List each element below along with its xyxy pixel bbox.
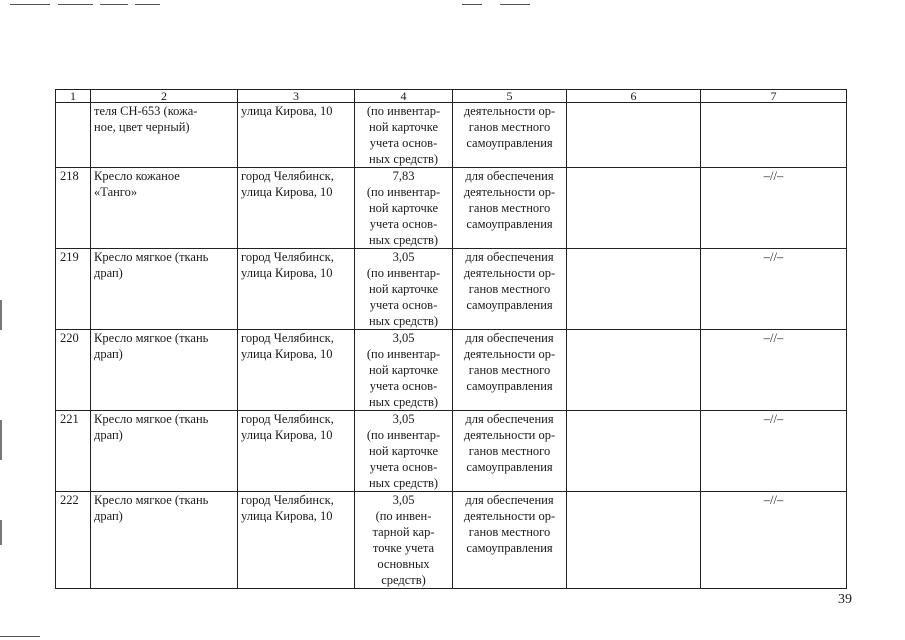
cell-text: город Челябинск, — [241, 169, 334, 183]
column-header: 3 — [238, 90, 355, 103]
cell-text: для обеспечения — [465, 493, 554, 507]
cell-text: 3,05 — [392, 493, 415, 507]
cell-text: ных средств) — [368, 314, 439, 328]
cell-text: Кресло мягкое (ткань — [94, 250, 209, 264]
column-header: 5 — [453, 90, 567, 103]
cell-purpose — [453, 492, 567, 589]
cell-purpose — [453, 330, 567, 411]
cell-name — [91, 168, 238, 249]
cell-num: 219 — [56, 249, 91, 330]
cell-name — [91, 103, 238, 168]
cell-purpose — [453, 103, 567, 168]
cell-text: 3,05 — [392, 412, 415, 426]
table-header-row — [56, 90, 847, 103]
page-number: 39 — [838, 592, 852, 607]
cell-text: деятельности ор- — [463, 509, 556, 523]
cell-text: ных средств) — [368, 395, 439, 409]
cell-value — [355, 168, 453, 249]
cell-text: самоуправления — [466, 136, 553, 150]
cell-text: тарной кар- — [372, 525, 435, 539]
cell-address — [238, 411, 355, 492]
cell-text: ганов местного — [468, 282, 551, 296]
cell-name — [91, 249, 238, 330]
cell-text: учета основ- — [369, 379, 438, 393]
column-header: 2 — [91, 90, 238, 103]
cell-num: 218 — [56, 168, 91, 249]
cell-purpose — [453, 249, 567, 330]
cell-text: ных средств) — [368, 152, 439, 166]
cell-text: ное, цвет черный) — [94, 120, 190, 134]
cell-text: самоуправления — [466, 541, 553, 555]
cell-value — [355, 330, 453, 411]
cell-value — [355, 411, 453, 492]
cell-text: Кресло мягкое (ткань — [94, 331, 209, 345]
scan-edge-left — [0, 0, 3, 640]
cell-text: 7,83 — [392, 169, 415, 183]
cell-col6 — [567, 249, 701, 330]
cell-text: улица Кирова, 10 — [241, 185, 333, 199]
cell-text: деятельности ор- — [463, 347, 556, 361]
cell-text: ной карточке — [368, 201, 439, 215]
cell-address — [238, 103, 355, 168]
cell-purpose — [453, 168, 567, 249]
cell-address — [238, 249, 355, 330]
cell-col7: –//– — [701, 330, 847, 411]
column-header: 6 — [567, 90, 701, 103]
cell-col6 — [567, 168, 701, 249]
cell-address — [238, 330, 355, 411]
scan-edge-bottom — [0, 636, 40, 637]
cell-text: Кресло мягкое (ткань — [94, 412, 209, 426]
cell-address — [238, 492, 355, 589]
cell-text: драп) — [94, 347, 123, 361]
cell-text: учета основ- — [369, 460, 438, 474]
cell-name — [91, 411, 238, 492]
cell-text: драп) — [94, 266, 123, 280]
cell-text: ганов местного — [468, 363, 551, 377]
cell-col6 — [567, 411, 701, 492]
cell-num: 221 — [56, 411, 91, 492]
table-row — [56, 330, 847, 411]
cell-text: теля СН-653 (кожа- — [94, 104, 198, 118]
cell-text: ганов местного — [468, 525, 551, 539]
cell-value — [355, 103, 453, 168]
cell-text: улица Кирова, 10 — [241, 509, 333, 523]
cell-text: ной карточке — [368, 120, 439, 134]
table-row — [56, 492, 847, 589]
cell-text: улица Кирова, 10 — [241, 266, 333, 280]
cell-text: 3,05 — [392, 250, 415, 264]
cell-num — [56, 103, 91, 168]
cell-text: средств) — [381, 573, 426, 587]
column-header: 1 — [56, 90, 91, 103]
column-header: 7 — [701, 90, 847, 103]
cell-text: ных средств) — [368, 476, 439, 490]
cell-text: для обеспечения — [465, 331, 554, 345]
cell-text: улица Кирова, 10 — [241, 428, 333, 442]
cell-text: город Челябинск, — [241, 493, 334, 507]
cell-text: учета основ- — [369, 298, 438, 312]
table-row-continuation — [56, 103, 847, 168]
cell-text: город Челябинск, — [241, 412, 334, 426]
table-row — [56, 411, 847, 492]
cell-text: ганов местного — [468, 201, 551, 215]
cell-text: основных — [377, 557, 430, 571]
cell-col7: –//– — [701, 411, 847, 492]
cell-text: самоуправления — [466, 379, 553, 393]
cell-text: драп) — [94, 428, 123, 442]
cell-text: город Челябинск, — [241, 250, 334, 264]
cell-text: учета основ- — [369, 217, 438, 231]
cell-text: Кресло мягкое (ткань — [94, 493, 209, 507]
cell-text: точке учета — [372, 541, 435, 555]
cell-col7: –//– — [701, 168, 847, 249]
cell-text: деятельности ор- — [463, 185, 556, 199]
cell-text: город Челябинск, — [241, 331, 334, 345]
cell-text: (по инвентар- — [366, 266, 441, 280]
cell-text: ной карточке — [368, 444, 439, 458]
cell-text: для обеспечения — [465, 250, 554, 264]
cell-text: самоуправления — [466, 460, 553, 474]
cell-name — [91, 492, 238, 589]
cell-col7: –//– — [701, 249, 847, 330]
cell-text: ных средств) — [368, 233, 439, 247]
cell-value — [355, 249, 453, 330]
cell-text: ной карточке — [368, 282, 439, 296]
cell-text: улица Кирова, 10 — [241, 347, 333, 361]
cell-text: для обеспечения — [465, 169, 554, 183]
cell-col7: –//– — [701, 492, 847, 589]
column-header: 4 — [355, 90, 453, 103]
cell-text: (по инвен- — [375, 509, 432, 523]
inventory-table — [55, 89, 847, 589]
cell-col6 — [567, 103, 701, 168]
cell-text: учета основ- — [369, 136, 438, 150]
cell-text: самоуправления — [466, 298, 553, 312]
cell-text: деятельности ор- — [463, 266, 556, 280]
cell-text: улица Кирова, 10 — [241, 104, 333, 118]
cell-text: Кресло кожаное — [94, 169, 180, 183]
cell-value — [355, 492, 453, 589]
cell-text: деятельности ор- — [463, 104, 556, 118]
cell-col6 — [567, 492, 701, 589]
cell-text: (по инвентар- — [366, 185, 441, 199]
cell-text: самоуправления — [466, 217, 553, 231]
cell-text: (по инвентар- — [366, 347, 441, 361]
cell-text: ной карточке — [368, 363, 439, 377]
cell-text: 3,05 — [392, 331, 415, 345]
table-row — [56, 168, 847, 249]
cell-text: драп) — [94, 509, 123, 523]
cell-text: деятельности ор- — [463, 428, 556, 442]
table-row — [56, 249, 847, 330]
cell-text: (по инвентар- — [366, 428, 441, 442]
cell-text: для обеспечения — [465, 412, 554, 426]
cell-text: (по инвентар- — [366, 104, 441, 118]
cell-col7 — [701, 103, 847, 168]
cell-text: «Танго» — [94, 185, 138, 199]
cell-num: 222 — [56, 492, 91, 589]
cell-name — [91, 330, 238, 411]
cell-num: 220 — [56, 330, 91, 411]
cell-text: ганов местного — [468, 444, 551, 458]
cell-purpose — [453, 411, 567, 492]
cell-col6 — [567, 330, 701, 411]
cell-text: ганов местного — [468, 120, 551, 134]
cell-address — [238, 168, 355, 249]
scan-edge-top — [0, 4, 905, 6]
